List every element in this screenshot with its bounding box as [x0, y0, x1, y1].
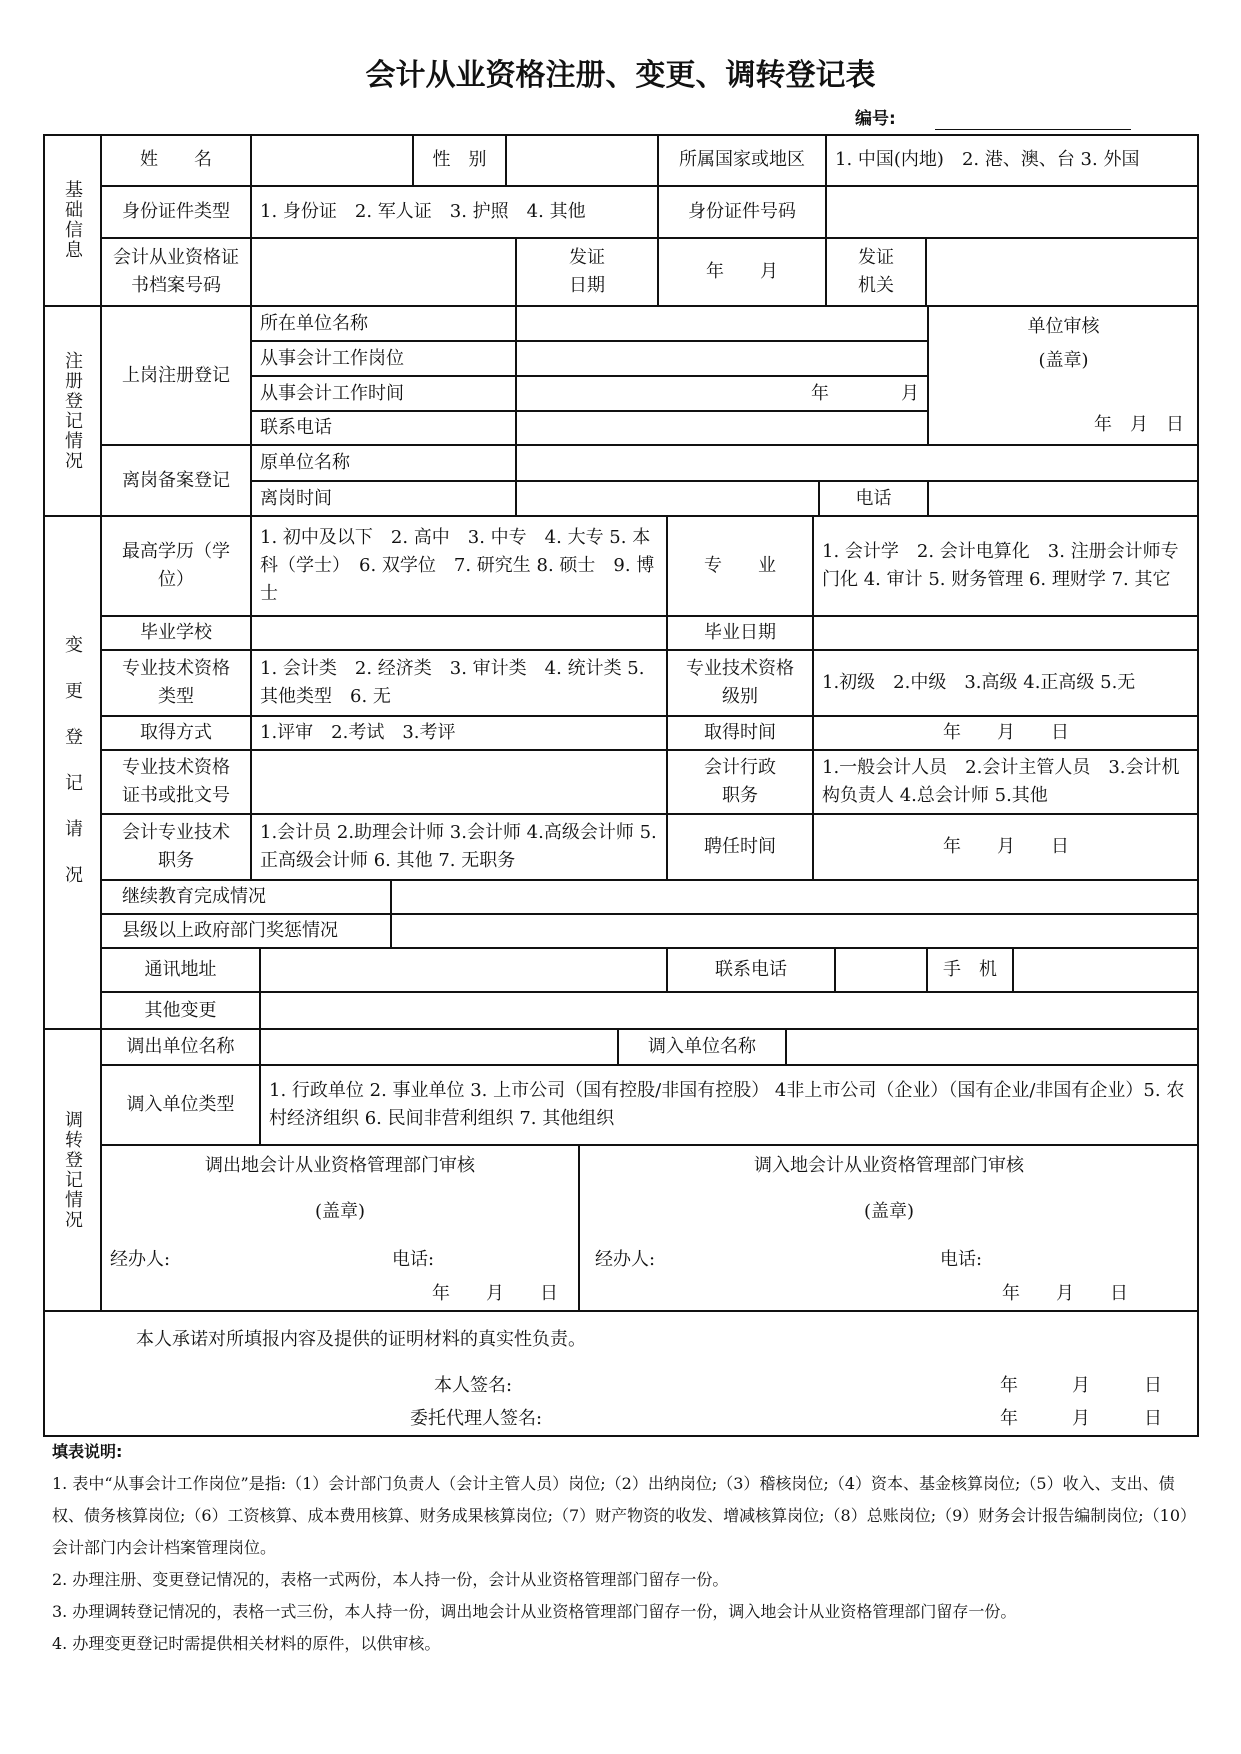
- in-unit-type-options[interactable]: 1. 行政单位 2. 事业单位 3. 上市公司（国有控股/非国有控股） 4非上市公司（企业）（国有企业/非国有企业）5. 农村经济组织 6. 民间非营利组织 7. 其他组织: [260, 1065, 1199, 1145]
- obtain-method-label: 取得方式: [101, 716, 251, 750]
- post-label: 从事会计工作岗位: [251, 341, 516, 376]
- grad-date-field[interactable]: [813, 616, 1199, 650]
- tech-cert-field[interactable]: [251, 750, 667, 814]
- cert-number-label: 会计从业资格证书档案号码: [101, 238, 251, 306]
- id-number-field[interactable]: [826, 186, 1199, 238]
- instruction-item: 1. 表中“从事会计工作岗位”是指:（1）会计部门负责人（会计主管人员）岗位;（2）出纳岗位;（3）稽核岗位;（4）资本、基金核算岗位;（5）收入、支出、债权、债务核算岗位;（6）工资核算、成本费用核算、财务成果核算岗位;（7）财产物资的收发、增减核算岗位;（8）总账岗位;（9）财务会计报告编制岗位;（10）会计部门内会计档案管理岗位。: [52, 1474, 1197, 1557]
- in-handler-label: 经办人:: [595, 1249, 656, 1270]
- education-label: 最高学历（学位）: [101, 516, 251, 616]
- hire-time-label: 聘任时间: [667, 814, 813, 880]
- instruction-item: 3. 办理调转登记情况的，表格一式三份，本人持一份，调出地会计从业资格管理部门留存一份，调入地会计从业资格管理部门留存一份。: [52, 1602, 1017, 1621]
- obtain-time-field[interactable]: 年 月 日: [813, 716, 1199, 750]
- tech-level-options[interactable]: 1.初级 2.中级 3.高级 4.正高级 5.无: [813, 650, 1199, 716]
- country-label: 所属国家或地区: [658, 134, 826, 186]
- mobile-field[interactable]: [1013, 948, 1199, 992]
- instruction-item: 4. 办理变更登记时需提供相关材料的原件，以供审核。: [52, 1634, 441, 1653]
- out-audit-seal: (盖章): [314, 1201, 366, 1222]
- work-time-label: 从事会计工作时间: [251, 376, 516, 411]
- orig-unit-field[interactable]: [516, 445, 1199, 481]
- gender-field[interactable]: [506, 134, 658, 186]
- form-title: 会计从业资格注册、变更、调转登记表: [365, 58, 876, 93]
- phone-field[interactable]: [516, 411, 928, 445]
- serial-input-line[interactable]: [935, 129, 1131, 130]
- name-field[interactable]: [251, 134, 413, 186]
- mobile-label: 手 机: [927, 948, 1013, 992]
- agent-sign-label: 委托代理人签名:: [410, 1408, 543, 1429]
- contact-phone-field[interactable]: [835, 948, 927, 992]
- in-tel-label: 电话:: [940, 1249, 983, 1270]
- obtain-method-options[interactable]: 1.评审 2.考试 3.考评: [251, 716, 667, 750]
- leave-tel-label: 电话: [819, 481, 928, 516]
- self-sign-field[interactable]: [584, 1372, 984, 1398]
- agent-sign-date: 年 月 日: [1000, 1408, 1162, 1429]
- orig-unit-label: 原单位名称: [251, 445, 516, 481]
- school-field[interactable]: [251, 616, 667, 650]
- unit-name-field[interactable]: [516, 306, 928, 341]
- out-unit-field[interactable]: [260, 1029, 618, 1065]
- major-label: 专 业: [667, 516, 813, 616]
- out-handler-label: 经办人:: [110, 1249, 171, 1270]
- cont-edu-label: 继续教育完成情况: [101, 880, 391, 914]
- instructions-heading: 填表说明:: [52, 1442, 123, 1461]
- grad-date-label: 毕业日期: [667, 616, 813, 650]
- name-label: 姓 名: [101, 134, 251, 186]
- other-change-label: 其他变更: [101, 992, 260, 1029]
- contact-phone-label: 联系电话: [667, 948, 835, 992]
- award-field[interactable]: [391, 914, 1199, 948]
- obtain-time-label: 取得时间: [667, 716, 813, 750]
- school-label: 毕业学校: [101, 616, 251, 650]
- tech-title-label: 会计专业技术职务: [101, 814, 251, 880]
- out-unit-label: 调出单位名称: [101, 1029, 260, 1065]
- tech-cert-label: 专业技术资格证书或批文号: [101, 750, 251, 814]
- section-transfer: 调转登记情况: [43, 1029, 101, 1311]
- in-audit-date: 年 月 日: [1002, 1283, 1128, 1304]
- out-tel-label: 电话:: [392, 1249, 435, 1270]
- id-type-options[interactable]: 1. 身份证 2. 军人证 3. 护照 4. 其他: [251, 186, 658, 238]
- post-field[interactable]: [516, 341, 928, 376]
- in-unit-type-label: 调入单位类型: [101, 1065, 260, 1145]
- leave-registration-label: 离岗备案登记: [101, 445, 251, 516]
- issuer-label: 发证机关: [826, 238, 926, 306]
- in-audit-seal: (盖章): [863, 1201, 915, 1222]
- leave-time-field[interactable]: [516, 481, 819, 516]
- serial-label: 编号:: [855, 109, 896, 129]
- section-change: 变更登记请况: [43, 516, 101, 1029]
- pledge-text: 本人承诺对所填报内容及提供的证明材料的真实性负责。: [136, 1329, 586, 1350]
- phone-label: 联系电话: [251, 411, 516, 445]
- tech-type-label: 专业技术资格类型: [101, 650, 251, 716]
- section-basic-info: 基础信息: [43, 134, 101, 306]
- cont-edu-field[interactable]: [391, 880, 1199, 914]
- out-audit-label: 调出地会计从业资格管理部门审核: [205, 1155, 475, 1176]
- in-audit-box[interactable]: [579, 1145, 1199, 1311]
- issue-date-label: 发证日期: [516, 238, 658, 306]
- agent-sign-field[interactable]: [584, 1405, 984, 1431]
- leave-time-label: 离岗时间: [251, 481, 516, 516]
- instruction-item: 2. 办理注册、变更登记情况的，表格一式两份，本人持一份，会计从业资格管理部门留存一份。: [52, 1570, 729, 1589]
- gender-label: 性 别: [413, 134, 506, 186]
- in-audit-label: 调入地会计从业资格管理部门审核: [754, 1155, 1024, 1176]
- out-audit-date: 年 月 日: [432, 1283, 558, 1304]
- unit-audit-date: 年 月 日: [1094, 414, 1184, 435]
- unit-audit-box[interactable]: [928, 306, 1199, 445]
- onboard-registration-label: 上岗注册登记: [101, 306, 251, 445]
- id-number-label: 身份证件号码: [658, 186, 826, 238]
- pledge-box: [43, 1311, 1199, 1437]
- unit-audit-label: 单位审核: [1027, 316, 1100, 337]
- unit-audit-seal: (盖章): [1038, 350, 1089, 371]
- address-label: 通讯地址: [101, 948, 260, 992]
- issuer-field[interactable]: [926, 238, 1199, 306]
- major-options[interactable]: 1. 会计学 2. 会计电算化 3. 注册会计师专门化 4. 审计 5. 财务管理 6. 理财学 7. 其它: [813, 516, 1199, 616]
- section-registration: 注册登记情况: [43, 306, 101, 516]
- out-audit-box[interactable]: [101, 1145, 579, 1311]
- issue-date-field[interactable]: 年 月: [658, 238, 826, 306]
- in-unit-label: 调入单位名称: [618, 1029, 786, 1065]
- other-change-field[interactable]: [260, 992, 1199, 1029]
- country-options[interactable]: 1. 中国(内地) 2. 港、澳、台 3. 外国: [826, 134, 1199, 186]
- admin-post-options[interactable]: 1.一般会计人员 2.会计主管人员 3.会计机构负责人 4.总会计师 5.其他: [813, 750, 1199, 814]
- admin-post-label: 会计行政职务: [667, 750, 813, 814]
- leave-tel-field[interactable]: [928, 481, 1199, 516]
- tech-type-options[interactable]: 1. 会计类 2. 经济类 3. 审计类 4. 统计类 5. 其他类型 6. 无: [251, 650, 667, 716]
- cert-number-field[interactable]: [251, 238, 516, 306]
- self-sign-label: 本人签名:: [434, 1375, 513, 1396]
- hire-time-field[interactable]: 年 月 日: [813, 814, 1199, 880]
- tech-title-options[interactable]: 1.会计员 2.助理会计师 3.会计师 4.高级会计师 5.正高级会计师 6. 其他 7. 无职务: [251, 814, 667, 880]
- award-label: 县级以上政府部门奖惩情况: [101, 914, 391, 948]
- self-sign-date: 年 月 日: [1000, 1375, 1162, 1396]
- in-unit-field[interactable]: [786, 1029, 1199, 1065]
- unit-name-label: 所在单位名称: [251, 306, 516, 341]
- education-options[interactable]: 1. 初中及以下 2. 高中 3. 中专 4. 大专 5. 本科（学士） 6. 双学位 7. 研究生 8. 硕士 9. 博士: [251, 516, 667, 616]
- work-time-field[interactable]: 年 月: [516, 376, 928, 411]
- address-field[interactable]: [260, 948, 667, 992]
- id-type-label: 身份证件类型: [101, 186, 251, 238]
- tech-level-label: 专业技术资格级别: [667, 650, 813, 716]
- instructions: [52, 1436, 1200, 1660]
